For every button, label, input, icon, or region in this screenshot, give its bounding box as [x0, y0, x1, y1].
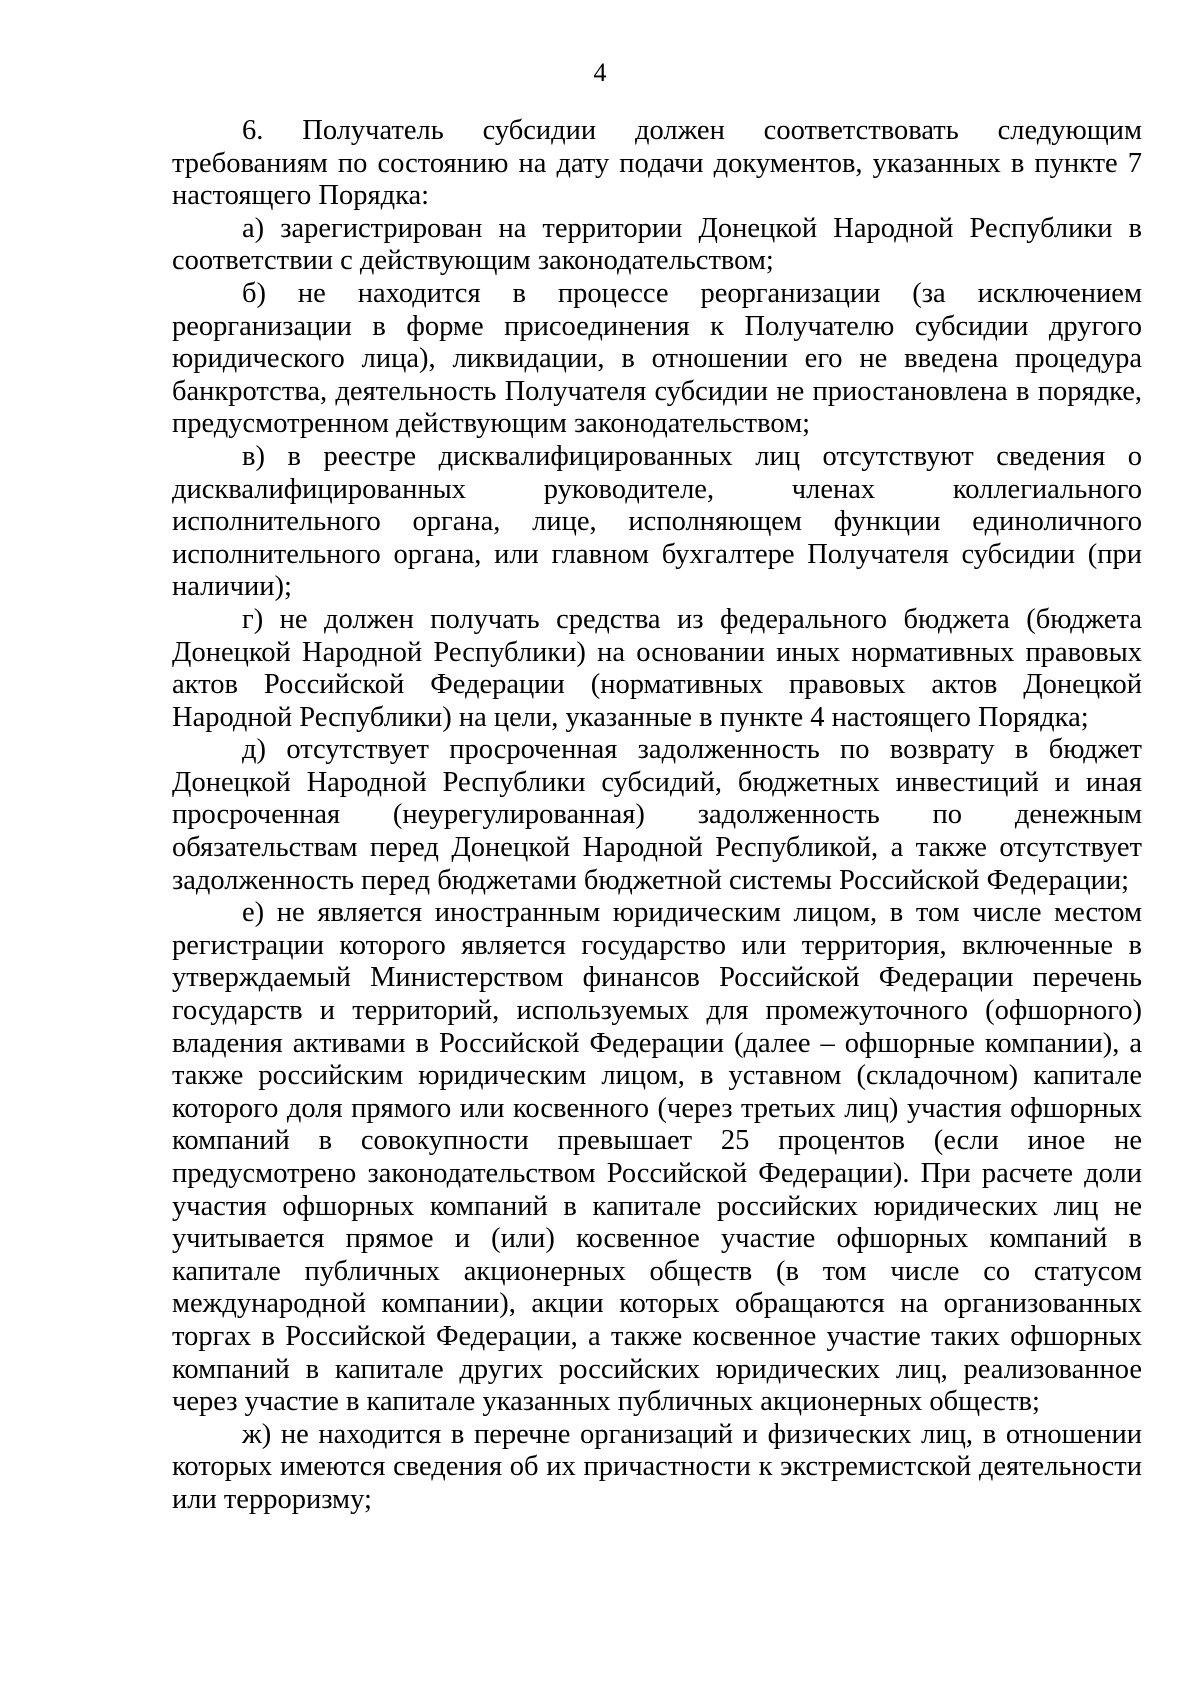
paragraph-item-a: а) зарегистрирован на территории Донецкой Народной Республики в соответствии с действующим законодательством; [172, 212, 1142, 277]
document-body [172, 115, 1142, 1517]
paragraph-item-v: в) в реестре дисквалифицированных лиц отсутствуют сведения о дисквалифицированных руководителе, членах коллегиального исполнительного органа, лице, исполняющем функции единоличного исполнительного органа, или главном бухгалтере Получателя субсидии (при наличии); [172, 440, 1142, 603]
paragraph-item-e: е) не является иностранным юридическим лицом, в том числе местом регистрации которого является государство или территория, включенные в утверждаемый Министерством финансов Российской Федерации перечень государств и территорий, используемых для промежуточного (офшорного) владения активами в Российской Федерации (далее – офшорные компании), а также российским юридическим лицом, в уставном (складочном) капитале которого доля прямого или косвенного (через третьих лиц) участия офшорных компаний в совокупности превышает 25 процентов (если иное не предусмотрено законодательством Российской Федерации). При расчете доли участия офшорных компаний в капитале российских юридических лиц не учитывается прямое и (или) косвенное участие офшорных компаний в капитале публичных акционерных обществ (в том числе со статусом международной компании), акции которых обращаются на организованных торгах в Российской Федерации, а также косвенное участие таких офшорных компаний в капитале других российских юридических лиц, реализованное через участие в капитале указанных публичных акционерных обществ; [172, 897, 1142, 1418]
paragraph-item-zh: ж) не находится в перечне организаций и физических лиц, в отношении которых имеются сведения об их причастности к экстремистской деятельности или терроризму; [172, 1418, 1142, 1515]
page-number: 4 [593, 58, 607, 87]
paragraph-item-d: д) отсутствует просроченная задолженность по возврату в бюджет Донецкой Народной Республики субсидий, бюджетных инвестиций и иная просроченная (неурегулированная) задолженность по денежным обязательствам перед Донецкой Народной Республикой, а также отсутствует задолженность перед бюджетами бюджетной системы Российской Федерации; [172, 734, 1142, 896]
paragraph-item-g: г) не должен получать средства из федерального бюджета (бюджета Донецкой Народной Республики) на основании иных нормативных правовых актов Российской Федерации (нормативных правовых актов Донецкой Народной Республики) на цели, указанные в пункте 4 настоящего Порядка; [172, 603, 1142, 733]
paragraph-requirements-intro: 6. Получатель субсидии должен соответствовать следующим требованиям по состоянию на дату подачи документов, указанных в пункте 7 настоящего Порядка: [172, 115, 1142, 212]
paragraph-item-b: б) не находится в процессе реорганизации (за исключением реорганизации в форме присоединения к Получателю субсидии другого юридического лица), ликвидации, в отношении его не введена процедура банкротства, деятельность Получателя субсидии не приостановлена в порядке, предусмотренном действующим законодательством; [172, 277, 1142, 440]
